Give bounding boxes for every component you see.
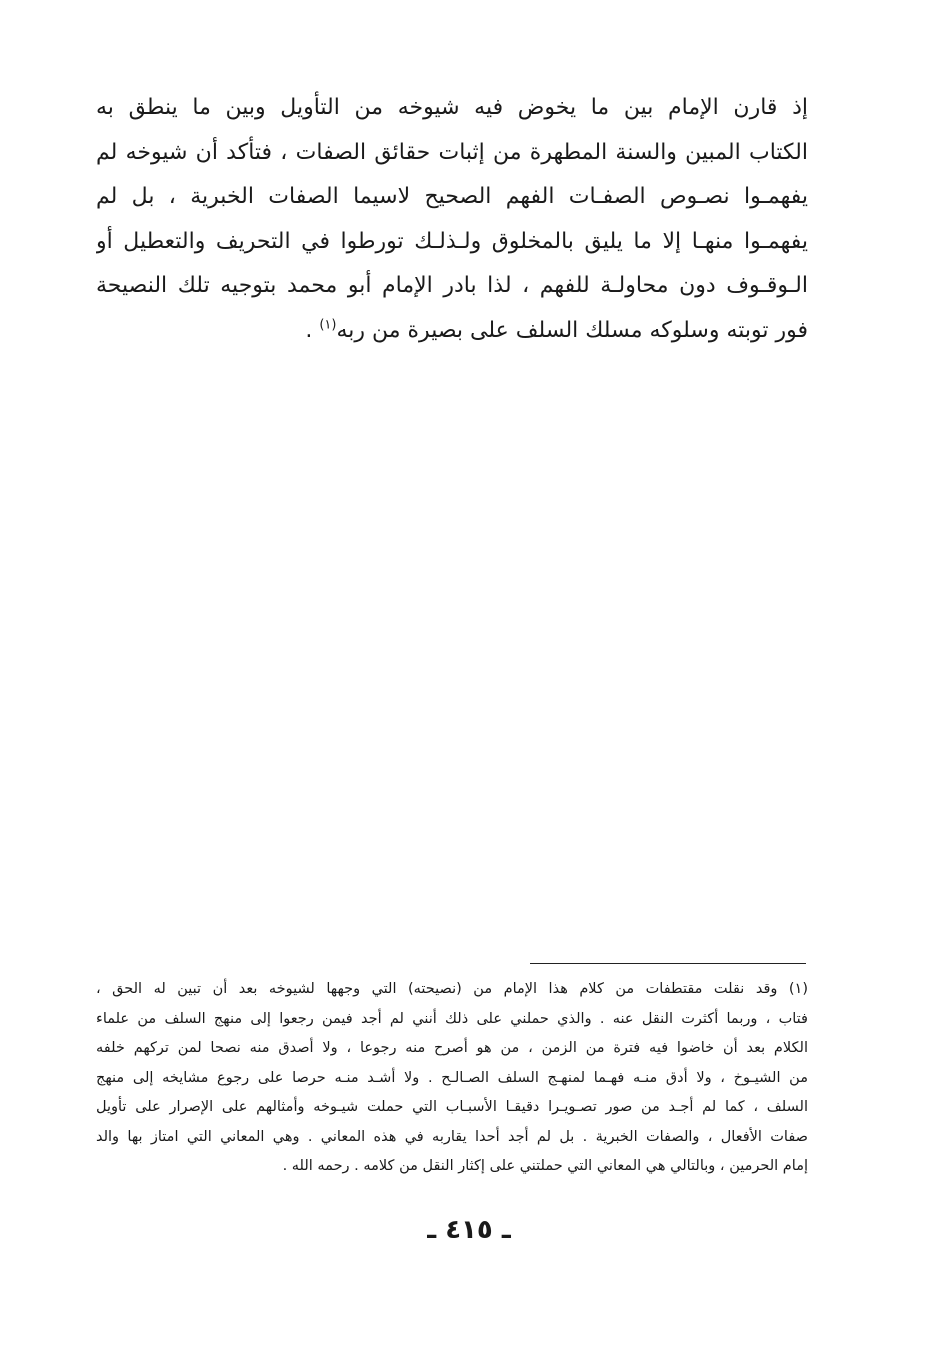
footnote-reference: (١) bbox=[319, 317, 337, 333]
footnote-line: الكلام بعد أن خاضوا فيه فترة من الزمن ، من هو أصرح منه رجوعا ، ولا أصدق منه نصحا لمن تركهم خلفه bbox=[96, 1040, 808, 1056]
final-punctuation: . bbox=[305, 317, 320, 343]
main-line: يفهمـوا نصـوص الصفـات الفهم الصحيح لاسيما الصفات الخبرية ، بل لم bbox=[96, 184, 808, 209]
footnote-line: فتاب ، وربما أكثرت النقل عنه . والذي حملني على ذلك أنني لم أجد فيمن رجعوا إلى منهج السلف من علماء bbox=[96, 1010, 808, 1027]
main-line: إذ قارن الإمام بين ما يخوض فيه شيوخه من التأويل وبين ما ينطق به bbox=[96, 95, 808, 120]
footnote-line: إمام الحرمين ، وبالتالي هي المعاني التي حملتني على إكثار النقل من كلامه . رحمه الله . bbox=[282, 1158, 808, 1174]
footnote-line: من الشيـوخ ، ولا أدق منـه فهـما لمنهـج السلف الصـالـح . ولا أشـد منـه حرصا على رجوع مشايخه إلى منهج bbox=[96, 1069, 808, 1086]
footnote-line: صفات الأفعال ، والصفات الخبرية . بل لم أجد أحدا يقاربه في هذه المعاني . وهي المعاني التي امتاز بها والد bbox=[96, 1128, 808, 1145]
page-number: ـ ٤١٥ ـ bbox=[427, 1215, 511, 1245]
footnote-section bbox=[96, 975, 808, 1182]
main-line: الـوقـوف دون محاولـة للفهم ، لذا بادر الإمام أبو محمد بتوجيه تلك النصيحة bbox=[96, 273, 808, 298]
main-line-last bbox=[96, 309, 808, 354]
main-line-text: فور توبته وسلوكه مسلك السلف على بصيرة من ربه bbox=[336, 317, 808, 343]
main-line: الكتاب المبين والسنة المطهرة من إثبات حقائق الصفات ، فتأكد أن شيوخه لم bbox=[96, 139, 808, 165]
main-paragraph bbox=[96, 86, 808, 353]
footnote-line: السلف ، كما لم أجـد من صور تصـويـرا دقيقـا الأسبـاب التي حملت شيـوخه وأمثالهم على الإصرار على تأويل bbox=[96, 1099, 808, 1115]
main-line: يفهمـوا منهـا إلا ما يليق بالمخلوق ولـذلـك تورطوا في التحريف والتعطيل أو bbox=[96, 228, 808, 254]
footnote-line: (١) وقد نقلت مقتطفات من كلام هذا الإمام من (نصيحته) التي وجهها لشيوخه بعد أن تبين له الحق ، bbox=[96, 981, 808, 997]
footnote-separator bbox=[530, 963, 806, 964]
